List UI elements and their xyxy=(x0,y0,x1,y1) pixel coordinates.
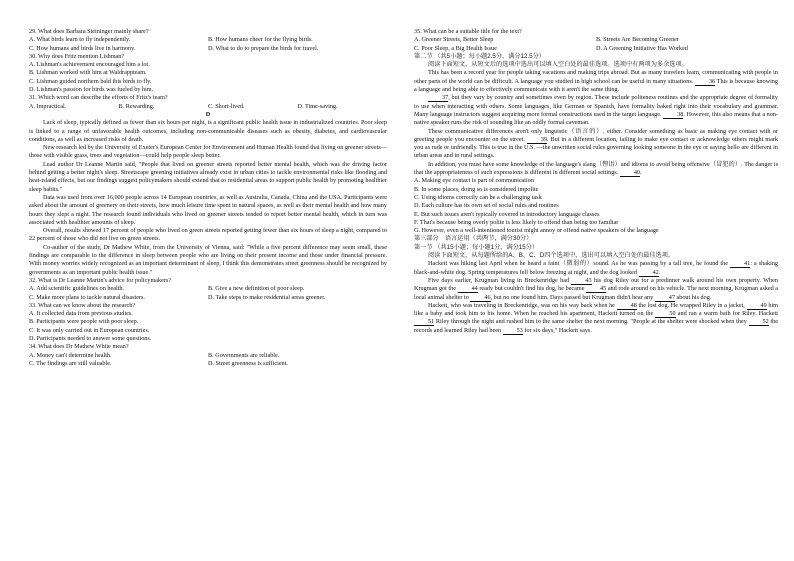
question-stem: 31. Which word can describe the efforts of Fritz's team? xyxy=(29,94,168,102)
blank-48[interactable]: 48 xyxy=(617,302,637,310)
paragraph-text: These communicative differences aren't only linguistic（语言的）, either. Consider something as basic as making eye contact with or greeting people you encounter on the street. xyxy=(414,127,778,143)
paragraph-text: . However, this also means that a non-native speaker runs the risk of sounding like an oddly formal caveman. xyxy=(414,110,778,127)
blank-36[interactable]: 36 xyxy=(695,78,715,86)
question-31 xyxy=(29,94,387,111)
option-d[interactable]: D. Take steps to make residential areas greener. xyxy=(208,293,326,301)
passage-paragraph: Lack of sleep, typically defined as fewer than six hours per night, is a significant public health issue in industrialized countries. Poor sleep is linked to a range of unfavorable health outcomes, including non-communicable diseases such as obesity, diabetes, and cardiovascular conditions, as well as increased risks of death. xyxy=(29,119,387,143)
passage-paragraph xyxy=(414,128,778,161)
passage-label: D xyxy=(205,110,211,118)
blank-42[interactable]: 42 xyxy=(639,269,659,277)
question-30 xyxy=(29,53,387,94)
option-c[interactable]: C. Make more plans to tackle natural disasters. xyxy=(29,293,145,301)
option-g[interactable]: G. However, even a well-intentioned tourist might annoy or offend native speakers of the language xyxy=(414,227,659,235)
option-b[interactable]: B. Streets Are Becoming Greener xyxy=(596,36,679,44)
option-a[interactable]: A. What birds learn to fly independently. xyxy=(29,36,131,44)
blank-41[interactable]: 41 xyxy=(730,260,750,268)
left-column xyxy=(29,28,387,368)
blank-37[interactable]: 37 xyxy=(428,94,448,102)
cloze-paragraph xyxy=(414,277,778,302)
question-34 xyxy=(29,343,387,368)
option-e[interactable]: E. But such issues aren't typically covered in introductory language classes xyxy=(414,210,600,218)
paragraph-text: Hackett was hiking last April when he heard a faint（微弱的）sound. As he was passing by a tall tree, he found the xyxy=(428,260,731,268)
seven-choice-options xyxy=(414,177,778,235)
option-c[interactable]: C. Short-lived. xyxy=(208,102,245,110)
blank-44[interactable]: 44 xyxy=(458,285,478,293)
question-29 xyxy=(29,28,387,53)
paragraph-text: his dog Riley out for a predinner walk around his own property. When Krugman got the xyxy=(414,276,778,293)
blank-46[interactable]: 46 xyxy=(470,294,490,302)
blank-52[interactable]: 52 xyxy=(749,318,769,326)
option-b[interactable]: B. Give a new definition of poor sleep. xyxy=(208,285,305,293)
question-stem: 34. What does Dr Mathew White mean? xyxy=(29,343,129,351)
option-a[interactable]: A. Impractical. xyxy=(29,102,67,110)
paragraph-text: the records and learned Riley had been xyxy=(414,318,779,334)
option-c[interactable]: C. Poor Sleep, a Big Health Issue xyxy=(414,44,497,52)
paragraph-text: ready but couldn't find his dog, he became xyxy=(477,285,587,293)
blank-47[interactable]: 47 xyxy=(655,294,675,302)
paragraph-text: Hackett, who was traveling in Breckenridge, was on his way back when he xyxy=(428,301,617,309)
option-c[interactable]: C. Lishman guided northern bald ibis birds to fly. xyxy=(29,77,152,85)
question-stem: 29. What does Barbara Steininger mainly share? xyxy=(29,28,149,35)
section-heading: 第二节 （共5小题；每小题2.5分，满分12.5分） xyxy=(414,52,545,60)
question-stem: 35. What can be a suitable title for the text? xyxy=(414,28,522,35)
passage-paragraph: Data was used from over 16,000 people across 14 European countries, as well as Australia, Canada, China and the USA. Participants were asked about the amount of greenery on their streets, how much leisure time spent in natural spaces, as well as their mental health and how many hours they slept a night. The research found individuals who lived on greener streets tended to report better mental health, which in turn was associated with healthier amounts of sleep. xyxy=(29,193,387,226)
paragraph-text: the lost dog. He wrapped Riley in a jacket, xyxy=(636,301,747,309)
passage-paragraph xyxy=(414,69,778,94)
blank-40[interactable]: 40 xyxy=(620,169,640,177)
section-instruction: 阅读下面短文，从短文后的选项中选出可以填入空白处的最佳选项。选项中有两项为多余选项。 xyxy=(428,61,688,69)
paragraph-text: Riley through the night and rushed him to the same shelter the next morning. "People at the shelter were shocked when they xyxy=(434,318,749,326)
option-d[interactable]: D. Lishman's passion for birds was fueled by him. xyxy=(29,86,154,94)
option-a[interactable]: A. Greener Streets, Better Sleep xyxy=(414,36,494,44)
paragraph-text: In addition, you must have some knowledge of the language's slang（俚语）and idioms to avoid being offensive（冒犯的）. The danger is that the appropriateness of such expressions is different in different social settings. xyxy=(414,160,778,177)
option-b[interactable]: B. Governments are reliable. xyxy=(208,351,280,359)
cloze-paragraph xyxy=(414,302,778,335)
question-stem: 32. What is Dr Leanne Martin's advice for policymakers? xyxy=(29,276,172,284)
paragraph-text: him like a baby and took him to his home. When he reached his apartment, Hackett turned on the xyxy=(414,301,778,318)
option-c[interactable]: C. The findings are still valuable. xyxy=(29,359,112,367)
paragraph-text: for six days," Hackett says. xyxy=(522,326,592,334)
paragraph-text: and ran a warm bath for Riley. Hackett xyxy=(675,310,778,318)
passage-paragraph: Overall, results showed 17 percent of people who lived on green streets reported getting fewer than six hours of sleep a night, compared to 22 percent of those who did not live on green streets. xyxy=(29,227,387,243)
option-f[interactable]: F. That's because being overly polite is less likely to offend than being too familiar xyxy=(414,218,619,226)
paragraph-text: . xyxy=(658,268,661,276)
option-b[interactable]: B. Rewarding. xyxy=(118,102,155,110)
question-stem: 33. What can we know about the research? xyxy=(29,301,136,309)
paragraph-text: This is because knowing a language and being able to effectively communicate with it aren't the same thing. xyxy=(414,77,778,94)
option-d[interactable]: D. A Greening Initiative Has Worked xyxy=(596,44,688,52)
option-c[interactable]: C. It was only carried out in European countries. xyxy=(29,326,150,334)
option-b[interactable]: B. In some places, doing so is considered impolite xyxy=(414,185,539,193)
option-a[interactable]: A. Lishman's achievement encouraged him a lot. xyxy=(29,61,150,69)
blank-50[interactable]: 50 xyxy=(655,310,675,318)
option-b[interactable]: B. How humans cheer for the flying birds. xyxy=(208,36,313,44)
option-d[interactable]: D. Street greenness is sufficient. xyxy=(208,359,288,367)
paragraph-text: and rode around on his vehicle. The next morning, Krugman asked a local animal shelter to xyxy=(414,285,778,301)
part-heading: 第三部分 语言运用（共两节，满分30分） xyxy=(414,235,533,243)
question-stem: 30. Why does Fritz mention Lishman? xyxy=(29,52,125,60)
paragraph-text: , but no one found him. Days passed but Krugman didn't hear any xyxy=(490,293,655,301)
option-c[interactable]: C. How humans and birds live in harmony. xyxy=(29,44,136,52)
right-column xyxy=(414,28,778,335)
passage-paragraph: Lead author Dr Leanne Martin said, "People that lived on greener streets reported better mental health, which was the driving factor behind getting a better night's sleep. Streetscape greening initiatives already exist in urban cities to tackle environmental risks like flooding and heat-island effects, but our findings suggest policymakers should extend that to residential areas to support public health by promoting healthier sleep habits." xyxy=(29,160,387,193)
question-32 xyxy=(29,277,387,302)
blank-38[interactable]: 38 xyxy=(663,111,683,119)
option-d[interactable]: D. Participants needed to answer some questions. xyxy=(29,334,152,342)
option-d[interactable]: D. Time-saving. xyxy=(297,102,338,110)
blank-45[interactable]: 45 xyxy=(586,285,606,293)
passage-paragraph xyxy=(414,161,778,178)
paragraph-text: Five days earlier, Krugman living in Breckenridge had xyxy=(428,276,572,284)
option-d[interactable]: D. What to do to prepare the birds for travel. xyxy=(208,44,319,52)
blank-49[interactable]: 49 xyxy=(747,302,767,310)
option-a[interactable]: A. Add scientific guidelines on health. xyxy=(29,285,125,293)
blank-51[interactable]: 51 xyxy=(414,318,434,326)
option-b[interactable]: B. Lishman worked with him at Waldrappteam. xyxy=(29,69,147,77)
blank-39[interactable]: 39 xyxy=(527,136,547,144)
paragraph-text: : a shaking black-and-white dog. Spring temperatures fell below freezing at night, and the dog looked xyxy=(414,260,779,276)
paragraph-text: . But in a different location, failing to make eye contact or acknowledge others might mark you as rude or unfriendly. This is true in the U.S. —the unwritten social rules governing looking someone in the eye or saying hello are different in urban areas and in rural settings. xyxy=(414,135,778,160)
passage-paragraph: New research led by the University of Exeter's European Center for Environment and Human Health found that living on greener streets—those with visible grass, trees and vegetation—could help people sleep better. xyxy=(29,144,387,160)
paragraph-text: This has been a record year for people taking vacations and making trips abroad. But as many travelers learn, communicating with people in other parts of the world can be difficult. A language you studied in high school can be useful in many situations. xyxy=(414,69,778,85)
cloze-paragraph xyxy=(414,260,778,277)
option-b[interactable]: B. Participants were people with poor sleep. xyxy=(29,318,139,326)
option-d[interactable]: D. Each culture has its own set of social rules and routines xyxy=(414,202,559,210)
paragraph-text: , but they vary by country and sometimes even by region. These include politeness routines and the appropriate degree of formality to use when interacting with others. Some languages, like German or Spanish, have formality baked right into their vocabulary and grammar. Many language instructors suggest acquiring more formal constructions used in the target language. xyxy=(414,94,778,118)
blank-43[interactable]: 43 xyxy=(571,277,591,285)
passage-paragraph: Co-author of the study, Dr Mathew White, from the University of Vienna, said: "While a five percent difference may seem small, these findings are comparable to the difference in sleep between people who are living on their present income and those under financial pressure. With money worries widely recognized as an important determinant of sleep, I think this demonstrates street greenness should be recognized by governments as an important public health issue." xyxy=(29,243,387,276)
paragraph-text: . xyxy=(640,169,642,177)
option-a[interactable]: A. Making eye contact is part of communication xyxy=(414,177,534,185)
blank-53[interactable]: 53 xyxy=(503,327,523,335)
section-heading: 第一节 （共15小题；每小题1分，满分15分） xyxy=(414,243,539,251)
option-a[interactable]: A. It collected data from previous studies. xyxy=(29,310,133,318)
section-instruction: 阅读下面短文，从每题所给的A、B、C、D四个选项中，选出可以填入空白处的最佳选项。 xyxy=(428,252,675,260)
option-a[interactable]: A. Money can't determine health. xyxy=(29,351,112,359)
option-c[interactable]: C. Using idioms correctly can be a challenging task xyxy=(414,193,542,201)
question-35 xyxy=(414,28,778,53)
question-33 xyxy=(29,302,387,343)
passage-paragraph xyxy=(414,94,778,127)
paragraph-text: about his dog. xyxy=(674,293,712,301)
